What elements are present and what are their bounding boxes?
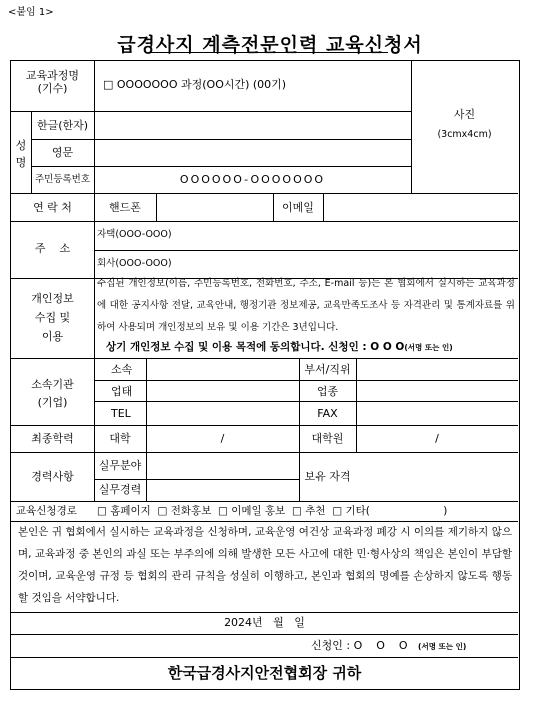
course-label: 교육과정명 (기수) bbox=[25, 69, 80, 96]
work-field-label: 실무분야 bbox=[98, 459, 142, 472]
phone-label: 핸드폰 bbox=[109, 201, 141, 214]
org-label: 소속 bbox=[111, 363, 133, 376]
privacy-text: 수집된 개인정보(이름, 주민등록번호, 전화번호, 주소, E-mail 등)는 본 협회에서 실시하는 교육과정에 대한 공지사항 전달, 교육안내, 행정기관 정보제공, 교육만족도조사 등 자격관리 및 통계자료를 위하여 사용되며 개인정보의 보유 및 이용 기간은 3년입니다. bbox=[97, 278, 515, 333]
application-form bbox=[10, 60, 520, 690]
grad-school-separator: / bbox=[435, 432, 439, 445]
pledge-text: 본인은 귀 협회에서 실시하는 교육과정을 신청하며, 교육운영 여건상 교육과정 폐강 시 이의를 제기하지 않으며, 교육과정 중 본인의 과실 또는 부주의에 의해 발생한 모든 사고에 대한 민·형사상의 책임은 본인이 부담할 것이며, 교육운영 규정 등 협회의 관리 규칙을 성실히 이행하고, 본인과 협회의 명예를 손상하지 않도록 행동할 것임을 서약합니다. bbox=[18, 526, 512, 604]
college-separator: / bbox=[220, 432, 225, 445]
privacy-label: 개인정보 수집 및 이용 bbox=[31, 292, 74, 343]
consent-sign-note: (서명 또는 인) bbox=[404, 343, 453, 352]
application-date: 2024년 월 일 bbox=[224, 616, 305, 629]
business-type-label: 업태 bbox=[111, 385, 133, 398]
address-label: 주 소 bbox=[34, 242, 71, 255]
contact-label: 연 락 처 bbox=[33, 201, 72, 214]
fax-label: FAX bbox=[317, 407, 338, 420]
name-group-label-2: 명 bbox=[15, 156, 27, 169]
tel-label: TEL bbox=[111, 407, 131, 420]
photo-label: 사진 bbox=[453, 108, 476, 121]
route-options[interactable]: □ 홈페이지 □ 전화홍보 □ 이메일 홍보 □ 추천 □ 기타( ) bbox=[97, 505, 448, 517]
license-label: 보유 자격 bbox=[304, 470, 351, 483]
addressee: 한국급경사지안전협회장 귀하 bbox=[167, 664, 362, 682]
name-group-label-1: 성 bbox=[15, 139, 27, 152]
rrn-value[interactable]: OOOOOO-OOOOOOO bbox=[179, 173, 326, 186]
applicant-signature: 신청인 : O O O (서명 또는 인) bbox=[311, 639, 467, 652]
korean-name-label: 한글(한자) bbox=[36, 119, 89, 132]
position-label: 부서/직위 bbox=[304, 363, 351, 376]
privacy-consent: 상기 개인정보 수집 및 이용 목적에 동의합니다. 신청인 : O O O(서명 또는 인) bbox=[106, 341, 453, 353]
signature-note: (서명 또는 인) bbox=[418, 642, 467, 651]
email-label: 이메일 bbox=[282, 201, 314, 214]
route-label: 교육신청경로 bbox=[16, 505, 77, 517]
home-address[interactable]: 자택(OOO-OOO) bbox=[97, 229, 172, 240]
industry-label: 업종 bbox=[316, 385, 339, 398]
course-value[interactable]: □ OOOOOOO 과정(OO시간) (00기) bbox=[103, 78, 287, 91]
college-label: 대학 bbox=[109, 432, 131, 445]
affiliation-label: 소속기관 (기업) bbox=[31, 378, 74, 409]
rrn-label: 주민등록번호 bbox=[34, 174, 91, 185]
office-address[interactable]: 회사(OOO-OOO) bbox=[97, 258, 172, 269]
attachment-tag: <붙임 1> bbox=[8, 7, 54, 18]
education-label: 최종학력 bbox=[31, 432, 74, 445]
photo-size: (3cmx4cm) bbox=[437, 129, 492, 140]
grad-school-label: 대학원 bbox=[311, 432, 344, 445]
form-title: 급경사지 계측전문인력 교육신청서 bbox=[117, 34, 423, 56]
work-years-label: 실무경력 bbox=[98, 483, 142, 496]
english-name-label: 영문 bbox=[51, 146, 74, 159]
career-label: 경력사항 bbox=[31, 470, 74, 483]
title-underline bbox=[150, 52, 388, 53]
